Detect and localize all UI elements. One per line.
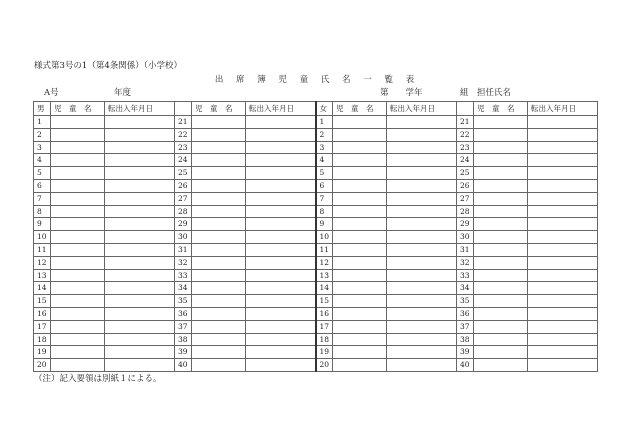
transfer-date-cell[interactable] <box>246 256 316 269</box>
table-row <box>34 295 598 308</box>
row-number: 34 <box>457 282 474 295</box>
student-name-cell[interactable] <box>192 167 246 180</box>
student-name-cell[interactable] <box>333 333 387 346</box>
transfer-date-cell[interactable] <box>246 116 316 129</box>
row-number: 25 <box>175 167 192 180</box>
row-number: 5 <box>34 167 51 180</box>
row-number: 34 <box>175 282 192 295</box>
student-name-cell[interactable] <box>192 218 246 231</box>
transfer-date-cell[interactable] <box>387 282 457 295</box>
transfer-date-cell[interactable] <box>528 307 598 320</box>
transfer-date-cell[interactable] <box>246 346 316 359</box>
student-name-cell[interactable] <box>51 320 105 333</box>
student-name-cell[interactable] <box>51 205 105 218</box>
student-name-cell[interactable] <box>51 179 105 192</box>
footnote: （注）記入要領は別紙１による。 <box>34 374 162 384</box>
row-number: 4 <box>316 154 333 167</box>
student-name-cell[interactable] <box>333 141 387 154</box>
transfer-date-cell[interactable] <box>246 359 316 372</box>
table-row <box>34 320 598 333</box>
student-name-cell[interactable] <box>51 141 105 154</box>
row-number: 3 <box>316 141 333 154</box>
transfer-date-cell[interactable] <box>528 179 598 192</box>
page-title: 出 席 簿 児 童 氏 名 一 覧 表 <box>214 75 416 85</box>
transfer-date-cell[interactable] <box>387 179 457 192</box>
row-number: 28 <box>175 205 192 218</box>
transfer-date-cell[interactable] <box>387 141 457 154</box>
transfer-date-cell[interactable] <box>528 295 598 308</box>
transfer-date-cell[interactable] <box>105 307 175 320</box>
blank-header <box>175 102 192 116</box>
row-number: 1 <box>316 116 333 129</box>
student-name-cell[interactable] <box>474 359 528 372</box>
row-number: 19 <box>316 346 333 359</box>
transfer-date-cell[interactable] <box>387 359 457 372</box>
row-number: 15 <box>34 295 51 308</box>
transfer-date-cell[interactable] <box>528 282 598 295</box>
student-name-cell[interactable] <box>333 269 387 282</box>
row-number: 29 <box>457 218 474 231</box>
transfer-date-cell[interactable] <box>105 269 175 282</box>
row-number: 11 <box>34 243 51 256</box>
row-number: 35 <box>457 295 474 308</box>
student-name-cell[interactable] <box>333 167 387 180</box>
row-number: 11 <box>316 243 333 256</box>
transfer-date-cell[interactable] <box>105 179 175 192</box>
row-number: 14 <box>316 282 333 295</box>
table-row <box>34 256 598 269</box>
transfer-date-cell[interactable] <box>105 231 175 244</box>
row-number: 6 <box>316 179 333 192</box>
row-number: 18 <box>34 333 51 346</box>
student-name-cell[interactable] <box>51 282 105 295</box>
transfer-date-cell[interactable] <box>246 141 316 154</box>
transfer-date-cell[interactable] <box>387 154 457 167</box>
student-name-cell[interactable] <box>333 359 387 372</box>
student-name-cell[interactable] <box>474 141 528 154</box>
transfer-date-cell[interactable] <box>246 205 316 218</box>
row-number: 10 <box>34 231 51 244</box>
row-number: 38 <box>175 333 192 346</box>
transfer-date-cell[interactable] <box>246 154 316 167</box>
student-name-cell[interactable] <box>192 320 246 333</box>
name-header: 児 童 名 <box>192 102 246 116</box>
transfer-date-cell[interactable] <box>105 295 175 308</box>
student-name-cell[interactable] <box>474 346 528 359</box>
row-number: 32 <box>175 256 192 269</box>
table-row <box>34 154 598 167</box>
roster-body <box>34 116 598 372</box>
transfer-date-cell[interactable] <box>528 154 598 167</box>
transfer-date-cell[interactable] <box>387 218 457 231</box>
student-name-cell[interactable] <box>51 256 105 269</box>
row-number: 2 <box>34 128 51 141</box>
row-number: 26 <box>175 179 192 192</box>
row-number: 28 <box>457 205 474 218</box>
transfer-date-cell[interactable] <box>528 192 598 205</box>
row-number: 36 <box>175 307 192 320</box>
transfer-date-cell[interactable] <box>246 307 316 320</box>
date-header: 転出入年月日 <box>528 102 598 116</box>
row-number: 33 <box>175 269 192 282</box>
student-name-cell[interactable] <box>474 116 528 129</box>
transfer-date-cell[interactable] <box>387 269 457 282</box>
transfer-date-cell[interactable] <box>387 346 457 359</box>
row-number: 38 <box>457 333 474 346</box>
transfer-date-cell[interactable] <box>528 256 598 269</box>
transfer-date-cell[interactable] <box>387 167 457 180</box>
row-number: 40 <box>175 359 192 372</box>
table-row <box>34 231 598 244</box>
student-name-cell[interactable] <box>192 295 246 308</box>
table-row <box>34 346 598 359</box>
student-name-cell[interactable] <box>333 154 387 167</box>
transfer-date-cell[interactable] <box>105 359 175 372</box>
row-number: 24 <box>175 154 192 167</box>
student-name-cell[interactable] <box>474 167 528 180</box>
student-name-cell[interactable] <box>192 205 246 218</box>
row-number: 27 <box>175 192 192 205</box>
row-number: 17 <box>316 320 333 333</box>
table-row <box>34 192 598 205</box>
student-name-cell[interactable] <box>192 282 246 295</box>
row-number: 16 <box>316 307 333 320</box>
transfer-date-cell[interactable] <box>528 205 598 218</box>
table-row <box>34 307 598 320</box>
row-number: 7 <box>34 192 51 205</box>
student-name-cell[interactable] <box>192 116 246 129</box>
transfer-date-cell[interactable] <box>105 320 175 333</box>
row-number: 20 <box>316 359 333 372</box>
table-header-row <box>34 102 598 116</box>
student-name-cell[interactable] <box>333 231 387 244</box>
student-name-cell[interactable] <box>192 231 246 244</box>
row-number: 9 <box>316 218 333 231</box>
row-number: 29 <box>175 218 192 231</box>
row-number: 21 <box>175 116 192 129</box>
transfer-date-cell[interactable] <box>387 128 457 141</box>
student-name-cell[interactable] <box>474 128 528 141</box>
row-number: 2 <box>316 128 333 141</box>
student-name-cell[interactable] <box>333 282 387 295</box>
male-header: 男 <box>34 102 51 116</box>
transfer-date-cell[interactable] <box>246 192 316 205</box>
student-name-cell[interactable] <box>333 295 387 308</box>
date-header: 転出入年月日 <box>105 102 175 116</box>
student-name-cell[interactable] <box>333 128 387 141</box>
row-number: 33 <box>457 269 474 282</box>
transfer-date-cell[interactable] <box>105 205 175 218</box>
form-number: 様式第3号の1（第4条関係）（小学校） <box>34 61 182 71</box>
row-number: 20 <box>34 359 51 372</box>
transfer-date-cell[interactable] <box>105 167 175 180</box>
student-name-cell[interactable] <box>192 154 246 167</box>
transfer-date-cell[interactable] <box>387 205 457 218</box>
student-name-cell[interactable] <box>474 307 528 320</box>
date-header: 転出入年月日 <box>387 102 457 116</box>
row-number: 39 <box>457 346 474 359</box>
student-name-cell[interactable] <box>474 218 528 231</box>
row-number: 13 <box>316 269 333 282</box>
row-number: 31 <box>175 243 192 256</box>
table-row <box>34 205 598 218</box>
student-name-cell[interactable] <box>333 192 387 205</box>
transfer-date-cell[interactable] <box>387 231 457 244</box>
student-name-cell[interactable] <box>51 167 105 180</box>
row-number: 40 <box>457 359 474 372</box>
student-name-cell[interactable] <box>333 218 387 231</box>
row-number: 8 <box>34 205 51 218</box>
student-name-cell[interactable] <box>51 231 105 244</box>
student-name-cell[interactable] <box>192 359 246 372</box>
student-name-cell[interactable] <box>51 128 105 141</box>
student-name-cell[interactable] <box>474 295 528 308</box>
row-number: 22 <box>457 128 474 141</box>
row-number: 25 <box>457 167 474 180</box>
transfer-date-cell[interactable] <box>246 167 316 180</box>
student-name-cell[interactable] <box>333 256 387 269</box>
transfer-date-cell[interactable] <box>528 320 598 333</box>
row-number: 26 <box>457 179 474 192</box>
transfer-date-cell[interactable] <box>387 116 457 129</box>
row-number: 6 <box>34 179 51 192</box>
row-number: 12 <box>316 256 333 269</box>
transfer-date-cell[interactable] <box>387 243 457 256</box>
student-name-cell[interactable] <box>192 346 246 359</box>
table-row <box>34 359 598 372</box>
row-number: 32 <box>457 256 474 269</box>
row-number: 30 <box>457 231 474 244</box>
transfer-date-cell[interactable] <box>246 282 316 295</box>
student-name-cell[interactable] <box>474 205 528 218</box>
name-header: 児 童 名 <box>474 102 528 116</box>
transfer-date-cell[interactable] <box>528 167 598 180</box>
row-number: 23 <box>457 141 474 154</box>
row-number: 18 <box>316 333 333 346</box>
row-number: 3 <box>34 141 51 154</box>
transfer-date-cell[interactable] <box>246 295 316 308</box>
student-name-cell[interactable] <box>333 346 387 359</box>
row-number: 31 <box>457 243 474 256</box>
student-name-cell[interactable] <box>51 192 105 205</box>
transfer-date-cell[interactable] <box>246 320 316 333</box>
transfer-date-cell[interactable] <box>246 179 316 192</box>
transfer-date-cell[interactable] <box>105 128 175 141</box>
row-number: 21 <box>457 116 474 129</box>
transfer-date-cell[interactable] <box>246 243 316 256</box>
student-name-cell[interactable] <box>192 269 246 282</box>
blank-header <box>457 102 474 116</box>
class-teacher-label: 組 担任氏名 <box>460 88 512 98</box>
female-header: 女 <box>316 102 333 116</box>
row-number: 23 <box>175 141 192 154</box>
row-number: 5 <box>316 167 333 180</box>
name-header: 児 童 名 <box>51 102 105 116</box>
student-name-cell[interactable] <box>474 231 528 244</box>
student-roster-table <box>33 101 598 372</box>
student-name-cell[interactable] <box>333 243 387 256</box>
student-name-cell[interactable] <box>192 179 246 192</box>
transfer-date-cell[interactable] <box>387 320 457 333</box>
row-number: 37 <box>175 320 192 333</box>
transfer-date-cell[interactable] <box>387 333 457 346</box>
student-name-cell[interactable] <box>474 154 528 167</box>
grade-label: 第 学年 <box>380 88 423 98</box>
transfer-date-cell[interactable] <box>387 307 457 320</box>
student-name-cell[interactable] <box>51 154 105 167</box>
transfer-date-cell[interactable] <box>246 333 316 346</box>
transfer-date-cell[interactable] <box>246 218 316 231</box>
row-number: 1 <box>34 116 51 129</box>
table-row <box>34 167 598 180</box>
row-number: 27 <box>457 192 474 205</box>
student-name-cell[interactable] <box>333 116 387 129</box>
student-name-cell[interactable] <box>51 295 105 308</box>
row-number: 35 <box>175 295 192 308</box>
student-name-cell[interactable] <box>51 346 105 359</box>
row-number: 4 <box>34 154 51 167</box>
transfer-date-cell[interactable] <box>528 269 598 282</box>
row-number: 37 <box>457 320 474 333</box>
transfer-date-cell[interactable] <box>246 128 316 141</box>
transfer-date-cell[interactable] <box>105 141 175 154</box>
transfer-date-cell[interactable] <box>105 333 175 346</box>
table-row <box>34 116 598 129</box>
student-name-cell[interactable] <box>333 205 387 218</box>
student-name-cell[interactable] <box>192 141 246 154</box>
student-name-cell[interactable] <box>474 333 528 346</box>
student-name-cell[interactable] <box>474 282 528 295</box>
student-name-cell[interactable] <box>474 243 528 256</box>
transfer-date-cell[interactable] <box>387 295 457 308</box>
row-number: 16 <box>34 307 51 320</box>
table-row <box>34 282 598 295</box>
row-number: 7 <box>316 192 333 205</box>
student-name-cell[interactable] <box>51 333 105 346</box>
student-name-cell[interactable] <box>474 269 528 282</box>
transfer-date-cell[interactable] <box>528 128 598 141</box>
transfer-date-cell[interactable] <box>105 282 175 295</box>
table-row <box>34 269 598 282</box>
student-name-cell[interactable] <box>51 243 105 256</box>
student-name-cell[interactable] <box>474 179 528 192</box>
table-row <box>34 179 598 192</box>
row-number: 8 <box>316 205 333 218</box>
transfer-date-cell[interactable] <box>105 192 175 205</box>
student-name-cell[interactable] <box>192 307 246 320</box>
transfer-date-cell[interactable] <box>528 141 598 154</box>
transfer-date-cell[interactable] <box>246 231 316 244</box>
table-row <box>34 128 598 141</box>
row-number: 9 <box>34 218 51 231</box>
transfer-date-cell[interactable] <box>246 269 316 282</box>
row-number: 10 <box>316 231 333 244</box>
table-row <box>34 243 598 256</box>
transfer-date-cell[interactable] <box>105 154 175 167</box>
row-number: 39 <box>175 346 192 359</box>
year-label: 年度 <box>114 88 132 98</box>
student-name-cell[interactable] <box>333 307 387 320</box>
transfer-date-cell[interactable] <box>105 218 175 231</box>
student-name-cell[interactable] <box>192 333 246 346</box>
transfer-date-cell[interactable] <box>528 346 598 359</box>
transfer-date-cell[interactable] <box>528 231 598 244</box>
transfer-date-cell[interactable] <box>528 359 598 372</box>
a-number-label: A号 <box>44 88 59 98</box>
student-name-cell[interactable] <box>474 320 528 333</box>
transfer-date-cell[interactable] <box>105 346 175 359</box>
student-name-cell[interactable] <box>51 307 105 320</box>
student-name-cell[interactable] <box>333 320 387 333</box>
student-name-cell[interactable] <box>474 256 528 269</box>
transfer-date-cell[interactable] <box>528 116 598 129</box>
row-number: 24 <box>457 154 474 167</box>
student-name-cell[interactable] <box>333 179 387 192</box>
transfer-date-cell[interactable] <box>528 218 598 231</box>
table-row <box>34 218 598 231</box>
row-number: 30 <box>175 231 192 244</box>
row-number: 15 <box>316 295 333 308</box>
row-number: 13 <box>34 269 51 282</box>
row-number: 12 <box>34 256 51 269</box>
student-name-cell[interactable] <box>51 116 105 129</box>
student-name-cell[interactable] <box>51 218 105 231</box>
table-row <box>34 333 598 346</box>
student-name-cell[interactable] <box>51 359 105 372</box>
transfer-date-cell[interactable] <box>105 116 175 129</box>
student-name-cell[interactable] <box>474 192 528 205</box>
student-name-cell[interactable] <box>192 243 246 256</box>
row-number: 17 <box>34 320 51 333</box>
transfer-date-cell[interactable] <box>387 256 457 269</box>
table-row <box>34 141 598 154</box>
transfer-date-cell[interactable] <box>528 333 598 346</box>
student-name-cell[interactable] <box>192 192 246 205</box>
name-header: 児 童 名 <box>333 102 387 116</box>
student-name-cell[interactable] <box>192 128 246 141</box>
row-number: 22 <box>175 128 192 141</box>
transfer-date-cell[interactable] <box>387 192 457 205</box>
student-name-cell[interactable] <box>51 269 105 282</box>
row-number: 19 <box>34 346 51 359</box>
row-number: 36 <box>457 307 474 320</box>
date-header: 転出入年月日 <box>246 102 316 116</box>
student-name-cell[interactable] <box>192 256 246 269</box>
transfer-date-cell[interactable] <box>528 243 598 256</box>
transfer-date-cell[interactable] <box>105 243 175 256</box>
transfer-date-cell[interactable] <box>105 256 175 269</box>
row-number: 14 <box>34 282 51 295</box>
